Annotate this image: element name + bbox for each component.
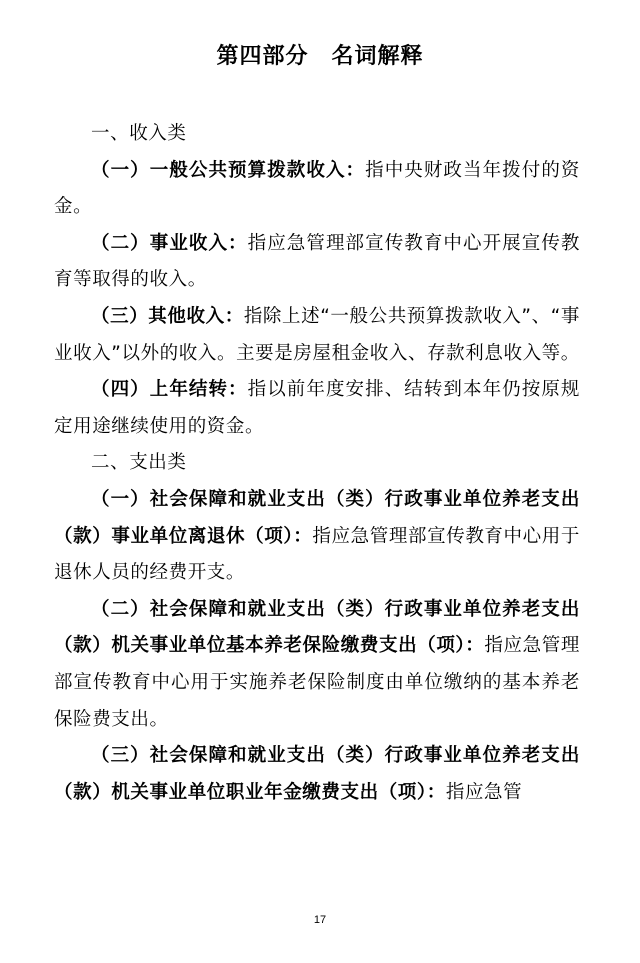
definition-text: 指以前年度安排、结转到本年仍按原规定用途继续使用的资金。	[54, 379, 580, 437]
definition-term: （三）社会保障和就业支出（类）行政事业单位养老支出（款）机关事业单位职业年金缴费支出（项）：	[54, 745, 580, 803]
definition-term: （三）其他收入：	[91, 305, 244, 327]
document-body	[54, 116, 580, 811]
definition-paragraph	[54, 299, 580, 372]
definition-text: 指除上述“一般公共预算拨款收入”、“事业收入”以外的收入。主要是房屋租金收入、存款利息收入等。	[54, 305, 580, 364]
definition-paragraph	[54, 738, 580, 811]
definition-term: （一）一般公共预算拨款收入：	[91, 159, 366, 181]
definition-text: 指应急管理部宣传教育中心用于退休人员的经费开支。	[54, 525, 581, 584]
definition-text: 指应急管理部宣传教育中心用于实施养老保险制度由单位缴纳的基本养老保险费支出。	[54, 635, 580, 730]
definition-term: （二）社会保障和就业支出（类）行政事业单位养老支出（款）机关事业单位基本养老保险缴费支出（项）：	[54, 598, 580, 657]
definition-paragraph	[54, 482, 580, 592]
section-heading-expenditure: 二、支出类	[91, 452, 187, 474]
page-title: 第四部分 名词解释	[216, 44, 424, 69]
section-heading-income: 一、收入类	[91, 123, 187, 144]
definition-paragraph	[54, 372, 580, 445]
definition-paragraph	[54, 226, 580, 299]
definition-term: （四）上年结转：	[91, 379, 248, 401]
definition-text: 指应急管	[445, 781, 523, 803]
definition-text: 指中央财政当年拨付的资金。	[54, 159, 580, 218]
page-number: 17	[313, 914, 327, 926]
definition-text: 指应急管理部宣传教育中心开展宣传教育等取得的收入。	[54, 232, 580, 291]
definition-term: （二）事业收入：	[91, 232, 248, 254]
definition-paragraph	[54, 592, 580, 738]
definition-term: （一）社会保障和就业支出（类）行政事业单位养老支出（款）事业单位离退休（项）：	[54, 488, 580, 547]
definition-paragraph	[54, 153, 580, 226]
